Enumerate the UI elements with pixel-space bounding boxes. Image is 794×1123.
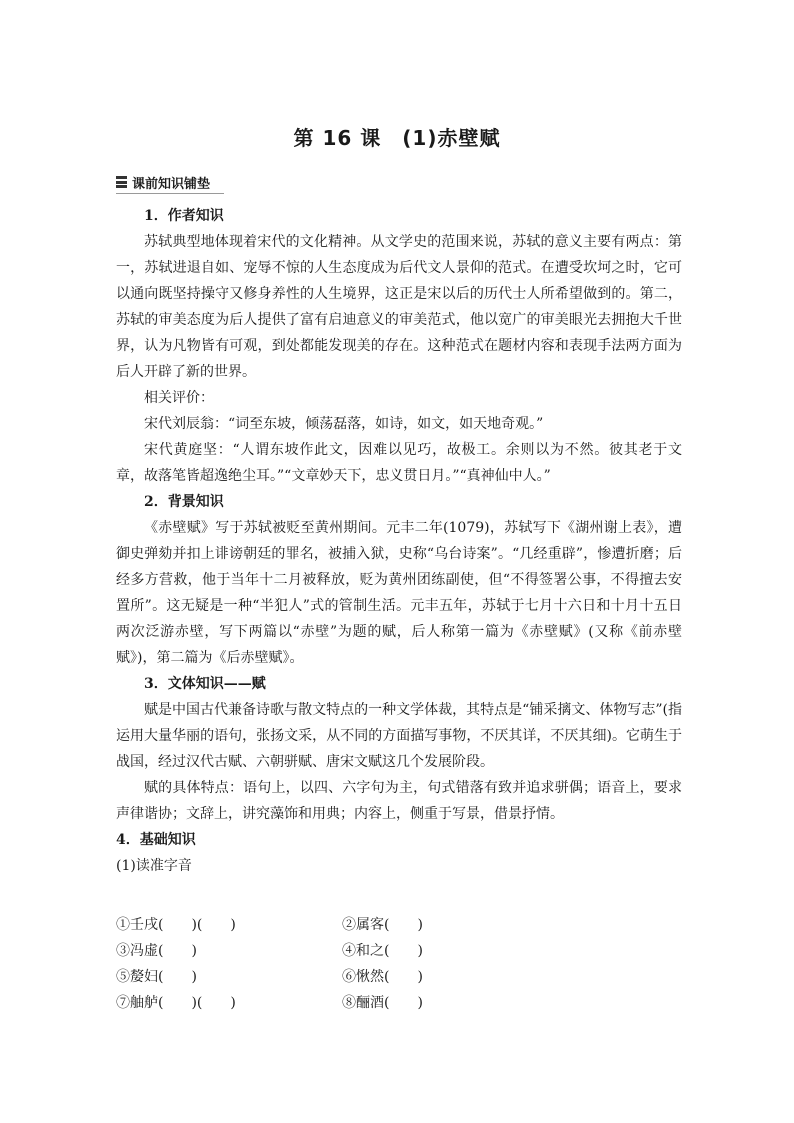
- item-text: ⑦舳舻( )( ): [116, 995, 236, 1011]
- page-title: 第 16 课 (1)赤壁赋: [293, 126, 501, 150]
- list-item: [116, 964, 682, 990]
- section-heading-label: 课前知识铺垫: [132, 177, 211, 192]
- item-text: ⑤嫠妇( ): [116, 969, 197, 985]
- heading-background: 2．背景知识: [144, 494, 224, 510]
- eval-liu: 宋代刘辰翁：“词至东坡，倾荡磊落，如诗，如文，如天地奇观。”: [144, 416, 544, 432]
- eval-label: 相关评价：: [144, 390, 214, 406]
- eval-huang: 宋代黄庭坚：“人谓东坡作此文，因难以见巧，故极工。余则以为不然。彼其老于文章，故落笔皆超逸绝尘耳。”“文章妙天下，忠义贯日月。”“真神仙中人。”: [116, 442, 682, 484]
- section-heading: [116, 173, 224, 194]
- list-item: [116, 990, 682, 1016]
- item-text: ④和之( ): [342, 943, 423, 959]
- item-text: ⑥愀然( ): [342, 969, 423, 985]
- heading-basics: 4．基础知识: [116, 832, 196, 848]
- document-body: [116, 203, 682, 879]
- paragraph-author: 苏轼典型地体现着宋代的文化精神。从文学史的范围来说，苏轼的意义主要有两点：第一，苏轼进退自如、宠辱不惊的人生态度成为后代文人景仰的范式。在遭受坎坷之时，它可以通向既坚持操守又修身养性的人生境界，这正是宋以后的历代士人所希望做到的。第二，苏轼的审美态度为后人提供了富有启迪意义的审美范式，他以宽广的审美眼光去拥抱大千世界，认为凡物皆有可观，到处都能发现美的存在。这种范式在题材内容和表现手法两方面为后人开辟了新的世界。: [116, 234, 682, 380]
- paragraph-genre-2: 赋的具体特点：语句上，以四、六字句为主，句式错落有致并追求骈偶；语音上，要求声律谐协；文辞上，讲究藻饰和用典；内容上，侧重于写景，借景抒情。: [116, 780, 682, 822]
- paragraph-genre-1: 赋是中国古代兼备诗歌与散文特点的一种文学体裁，其特点是“铺采摛文、体物写志”(指运用大量华丽的语句，张扬文采，从不同的方面描写事物，不厌其详，不厌其细)。它萌生于战国，经过汉代古赋、六朝骈赋、唐宋文赋这几个发展阶段。: [116, 702, 682, 770]
- subheading-pronunciation: (1)读准字音: [116, 858, 192, 874]
- section-bars-icon: [116, 176, 127, 188]
- list-item: [116, 912, 682, 938]
- pronunciation-list: [116, 912, 682, 1016]
- item-text: ①壬戌( )( ): [116, 917, 236, 933]
- list-item: [116, 938, 682, 964]
- heading-genre: 3．文体知识——赋: [144, 676, 266, 692]
- item-text: ③冯虚( ): [116, 943, 197, 959]
- item-text: ⑧酾酒( ): [342, 995, 423, 1011]
- paragraph-background: 《赤壁赋》写于苏轼被贬至黄州期间。元丰二年(1079)，苏轼写下《湖州谢上表》，遭御史弹劾并扣上诽谤朝廷的罪名，被捕入狱，史称“乌台诗案”。“几经重辟”，惨遭折磨；后经多方营救，他于当年十二月被释放，贬为黄州团练副使，但“不得签署公事，不得擅去安置所”。这无疑是一种“半犯人”式的管制生活。元丰五年，苏轼于七月十六日和十月十五日两次泛游赤壁，写下两篇以“赤壁”为题的赋，后人称第一篇为《赤壁赋》(又称《前赤壁赋》)，第二篇为《后赤壁赋》。: [116, 520, 682, 666]
- heading-author: 1．作者知识: [144, 208, 224, 224]
- item-text: ②属客( ): [342, 917, 423, 933]
